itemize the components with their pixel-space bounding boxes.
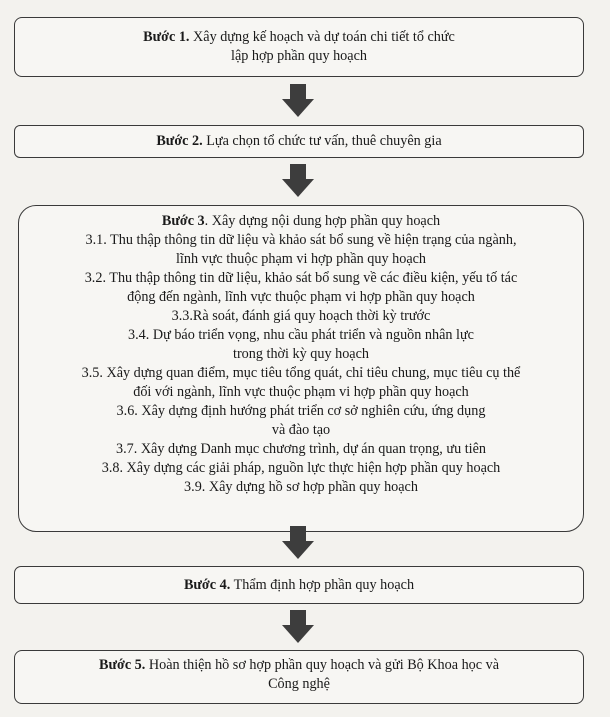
step-5-line-1 <box>15 656 583 675</box>
step-3-item-line: 3.2. Thu thập thông tin dữ liệu, khảo sát bổ sung về các điều kiện, yếu tố tác <box>84 270 518 286</box>
step-5-text-2: Công nghệ <box>268 676 330 692</box>
step-5-text-1: Hoàn thiện hồ sơ hợp phần quy hoạch và gửi Bộ Khoa học và <box>148 657 499 673</box>
step-3-item-line: 3.5. Xây dựng quan điểm, mục tiêu tổng quát, chỉ tiêu chung, mục tiêu cụ thể <box>81 365 521 381</box>
step-4-line-1 <box>15 576 583 595</box>
step-2-line-1 <box>15 132 583 151</box>
step-3-item-line: trong thời kỳ quy hoạch <box>233 346 369 362</box>
step-3-label: Bước 3 <box>161 213 205 229</box>
step-3-item-line: 3.7. Xây dựng Danh mục chương trình, dự án quan trọng, ưu tiên <box>115 441 487 457</box>
step-3-item-line: 3.3.Rà soát, đánh giá quy hoạch thời kỳ trước <box>171 308 431 324</box>
arrow-down-icon <box>281 164 315 198</box>
step-5-label: Bước 5. <box>99 657 146 673</box>
step-3-item-line: lĩnh vực thuộc phạm vi hợp phần quy hoạch <box>175 251 427 267</box>
step-3-item-line: 3.9. Xây dựng hồ sơ hợp phần quy hoạch <box>184 479 418 495</box>
step-3-title <box>19 212 583 231</box>
step-3-item-line: và đào tạo <box>271 422 331 438</box>
step-3-item-line: 3.4. Dự báo triển vọng, nhu cầu phát triển và nguồn nhân lực <box>128 327 474 343</box>
arrow-down-icon <box>281 84 315 118</box>
step-4-text-1: Thẩm định hợp phần quy hoạch <box>233 577 415 593</box>
step-5-box <box>14 650 584 704</box>
step-4-box <box>14 566 584 604</box>
arrow-down-icon <box>281 526 315 560</box>
step-3-box <box>18 205 584 532</box>
step-3-item-line: đối với ngành, lĩnh vực thuộc phạm vi hợp phần quy hoạch <box>133 384 469 400</box>
step-1-text-1: Xây dựng kế hoạch và dự toán chi tiết tổ chức <box>193 29 455 45</box>
step-3-item-line: 3.8. Xây dựng các giải pháp, nguồn lực thực hiện hợp phần quy hoạch <box>101 460 501 476</box>
step-3-item-line: 3.1. Thu thập thông tin dữ liệu và khảo sát bổ sung về hiện trạng của ngành, <box>85 232 517 248</box>
step-2-text-1: Lựa chọn tổ chức tư vấn, thuê chuyên gia <box>206 133 442 149</box>
step-2-label: Bước 2. <box>156 133 203 149</box>
step-1-box <box>14 17 584 77</box>
step-3-title-text: . Xây dựng nội dung hợp phần quy hoạch <box>204 213 441 229</box>
step-3-item-line: động đến ngành, lĩnh vực thuộc phạm vi hợp phần quy hoạch <box>127 289 475 305</box>
step-1-text-2: lập hợp phần quy hoạch <box>231 48 367 64</box>
step-4-label: Bước 4. <box>183 577 231 593</box>
step-1-line-1 <box>15 28 583 47</box>
step-2-box <box>14 125 584 158</box>
step-1-label: Bước 1. <box>143 29 190 45</box>
step-3-item-line: 3.6. Xây dựng định hướng phát triển cơ sở nghiên cứu, ứng dụng <box>116 403 486 419</box>
arrow-down-icon <box>281 610 315 644</box>
